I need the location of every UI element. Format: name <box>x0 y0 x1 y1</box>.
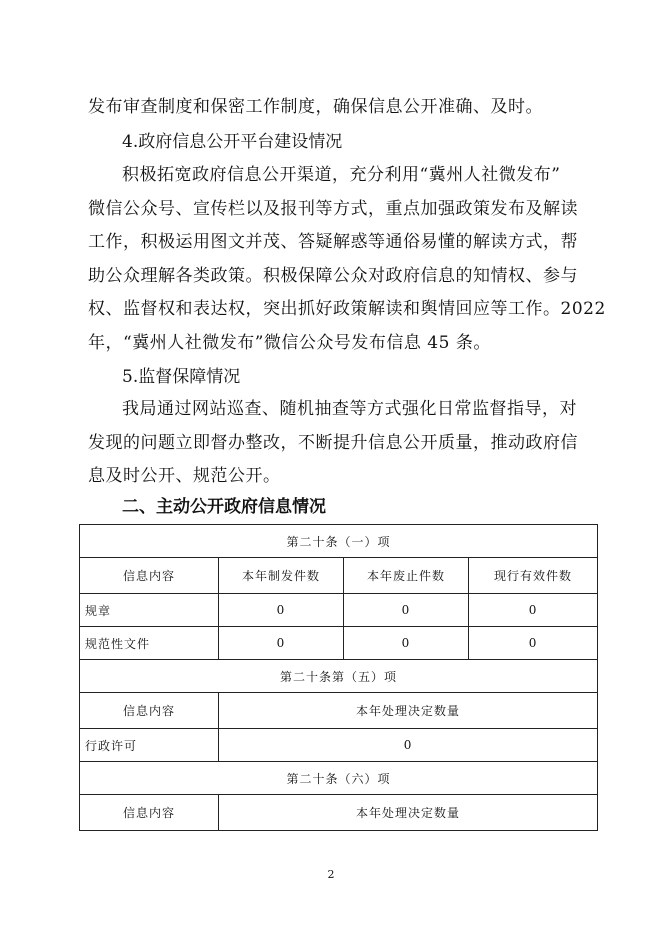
article-20-1-title: 第二十条（一）项 <box>80 525 598 558</box>
table-title-row <box>80 660 598 693</box>
article-20-5-title: 第二十条第（五）项 <box>80 660 598 693</box>
table-row <box>80 627 598 660</box>
text-line: 助公众理解各类政策。积极保障公众对政府信息的知情权、参与 <box>88 265 578 286</box>
disclosure-table <box>79 524 598 831</box>
row-label: 规范性文件 <box>80 627 219 660</box>
cell-value: 0 <box>219 594 344 627</box>
section-two-heading: 二、主动公开政府信息情况 <box>122 497 326 517</box>
header-valid-count: 现行有效件数 <box>469 558 598 594</box>
text-line: 微信公众号、宣传栏以及报刊等方式，重点加强政策发布及解读 <box>88 198 578 219</box>
cell-value: 0 <box>344 627 469 660</box>
cell-value: 0 <box>344 594 469 627</box>
section-4-heading: 4.政府信息公开平台建设情况 <box>122 132 343 152</box>
page-number: 2 <box>327 868 335 881</box>
header-issued-count: 本年制发件数 <box>219 558 344 594</box>
row-label: 行政许可 <box>80 729 219 762</box>
header-decision-count: 本年处理决定数量 <box>219 693 598 729</box>
text-line: 我局通过网站巡查、随机抽查等方式强化日常监督指导，对 <box>122 399 577 419</box>
table-title-row <box>80 762 598 795</box>
table-title-row <box>80 525 598 558</box>
text-line: 权、监督权和表达权，突出抓好政策解读和舆情回应等工作。2022 <box>88 299 606 320</box>
cell-value: 0 <box>219 729 598 762</box>
header-info-content: 信息内容 <box>80 693 219 729</box>
cell-value: 0 <box>219 627 344 660</box>
section-5-heading: 5.监督保障情况 <box>122 367 241 387</box>
text-line: 息及时公开、规范公开。 <box>88 466 281 487</box>
text-line: 发现的问题立即督办整改，不断提升信息公开质量，推动政府信 <box>88 432 578 453</box>
cell-value: 0 <box>469 594 598 627</box>
text-line: 发布审查制度和保密工作制度，确保信息公开准确、及时。 <box>88 97 543 117</box>
text-line: 积极拓宽政府信息公开渠道，充分利用“冀州人社微发布” <box>122 165 561 185</box>
table-header-row <box>80 558 598 594</box>
header-repealed-count: 本年废止件数 <box>344 558 469 594</box>
section-5-paragraph <box>88 393 588 494</box>
paragraph-opening <box>88 91 588 125</box>
cell-value: 0 <box>469 627 598 660</box>
header-info-content: 信息内容 <box>80 795 219 831</box>
table-row <box>80 594 598 627</box>
header-info-content: 信息内容 <box>80 558 219 594</box>
table-header-row <box>80 795 598 831</box>
text-line: 工作，积极运用图文并茂、答疑解惑等通俗易懂的解读方式，帮 <box>88 232 578 253</box>
article-20-6-title: 第二十条（六）项 <box>80 762 598 795</box>
text-line: 年，“冀州人社微发布”微信公众号发布信息 45 条。 <box>88 332 491 353</box>
table-header-row <box>80 693 598 729</box>
table-row <box>80 729 598 762</box>
section-4-paragraph <box>88 159 606 361</box>
row-label: 规章 <box>80 594 219 627</box>
header-decision-count: 本年处理决定数量 <box>219 795 598 831</box>
